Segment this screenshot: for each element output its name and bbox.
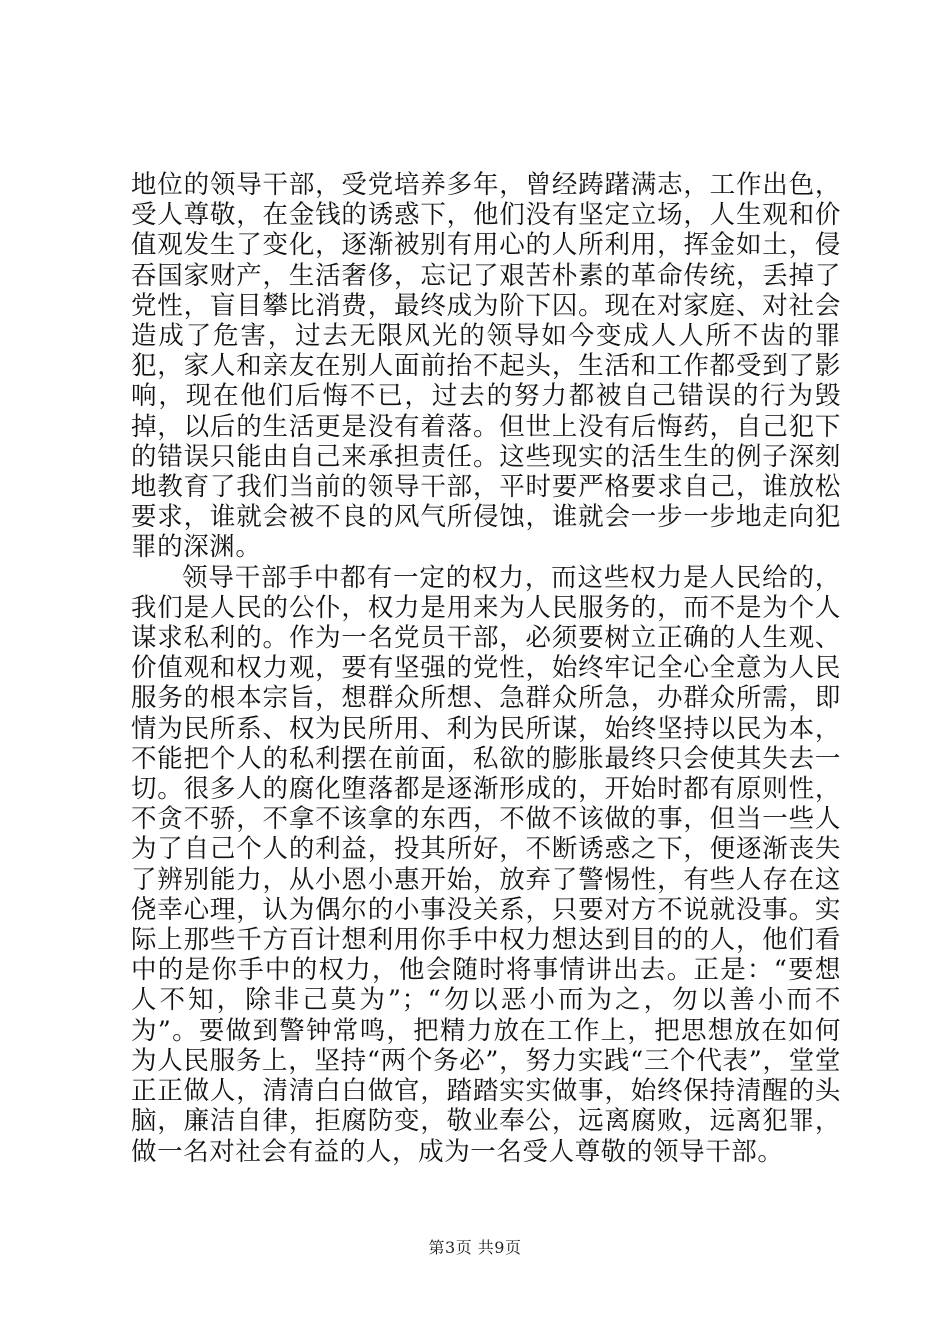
- page-footer: 第3页 共9页: [428, 1238, 522, 1257]
- paragraph-2: 领导干部手中都有一定的权力，而这些权力是人民给的，我们是人民的公仆，权力是用来为人民服务的，而不是为个人谋求私利的。作为一名党员干部，必须要树立正确的人生观、价值观和权力观，要有坚强的党性，始终牢记全心全意为人民服务的根本宗旨，想群众所想、急群众所急，办群众所需，即情为民所系、权为民所用、利为民所谋，始终坚持以民为本，不能把个人的私利摆在前面，私欲的膨胀最终只会使其失去一切。很多人的腐化堕落都是逐渐形成的，开始时都有原则性，不贪不骄，不拿不该拿的东西，不做不该做的事，但当一些人为了自己个人的利益，投其所好，不断诱惑之下，便逐渐丧失了辨别能力，从小恩小惠开始，放弃了警惕性，有些人存在这侥幸心理，认为偶尔的小事没关系，只要对方不说就没事。实际上那些千方百计想利用你手中权力想达到目的的人，他们看中的是你手中的权力，他会随时将事情讲出去。正是：“要想人不知，除非己莫为”；“勿以恶小而为之，勿以善小而不为”。要做到警钟常鸣，把精力放在工作上，把思想放在如何为人民服务上，坚持“两个务必”，努力实践“三个代表”，堂堂正正做人，清清白白做官，踏踏实实做事，始终保持清醒的头脑，廉洁自律，拒腐防变，敬业奉公，远离腐败，远离犯罪，做一名对社会有益的人，成为一名受人尊敬的领导干部。: [131, 562, 841, 1167]
- paragraph-1: 地位的领导干部，受党培养多年，曾经踌躇满志，工作出色，受人尊敬，在金钱的诱惑下，他们没有坚定立场，人生观和价值观发生了变化，逐渐被别有用心的人所利用，挥金如土，侵吞国家财产，生活奢侈，忘记了艰苦朴素的革命传统，丢掉了党性，盲目攀比消费，最终成为阶下囚。现在对家庭、对社会造成了危害，过去无限风光的领导如今变成人人所不齿的罪犯，家人和亲友在别人面前抬不起头，生活和工作都受到了影响，现在他们后悔不已，过去的努力都被自己错误的行为毁掉，以后的生活更是没有着落。但世上没有后悔药，自己犯下的错误只能由自己来承担责任。这些现实的活生生的例子深刻地教育了我们当前的领导干部，平时要严格要求自己，谁放松要求，谁就会被不良的风气所侵蚀，谁就会一步一步地走向犯罪的深渊。: [131, 170, 841, 563]
- body-text: [131, 170, 841, 1167]
